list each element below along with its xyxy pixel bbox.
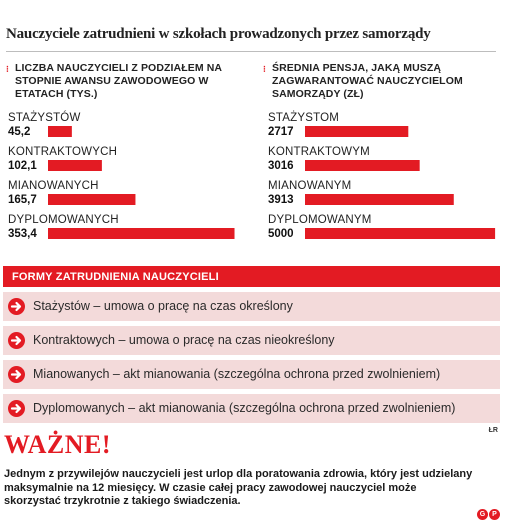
employment-form-text: Kontraktowych – umowa o pracę na czas nieokreślony: [33, 333, 335, 347]
bar: [305, 160, 420, 171]
important-heading: WAŻNE!: [4, 430, 112, 459]
publisher-logo: [476, 503, 500, 518]
author-credit: ŁR: [488, 427, 498, 434]
bar-charts: [0, 110, 512, 250]
right-chart-title: ŚREDNIA PENSJA, JAKĄ MUSZĄ ZAGWARANTOWAĆ NAUCZYCIELOM SAMORZĄDY (ZŁ): [272, 62, 463, 100]
arrow-right-icon: [8, 332, 25, 349]
employment-form-row: [3, 326, 500, 355]
category-label: MIANOWANYCH: [8, 180, 99, 192]
value-label: 353,4: [8, 228, 37, 240]
employment-form-text: Dyplomowanych – akt mianowania (szczególna ochrona przed zwolnieniem): [33, 401, 456, 415]
bar: [48, 194, 135, 205]
value-label: 45,2: [8, 126, 31, 138]
logo-letter: P: [489, 509, 500, 520]
page-title: Nauczyciele zatrudnieni w szkołach prowadzonych przez samorządy: [6, 26, 431, 42]
category-label: DYPLOMOWANYM: [268, 214, 372, 226]
value-label: 2717: [268, 126, 294, 138]
left-chart-title: LICZBA NAUCZYCIELI Z PODZIAŁEM NA STOPNIE AWANSU ZAWODOWEGO W ETATACH (TYS.): [15, 62, 222, 100]
right-chart-header: [263, 62, 493, 101]
category-label: STAŻYSTOM: [268, 112, 340, 124]
category-label: KONTRAKTOWYM: [268, 146, 370, 158]
value-label: 3913: [268, 194, 294, 206]
bar: [305, 194, 454, 205]
category-label: DYPLOMOWANYCH: [8, 214, 119, 226]
value-label: 165,7: [8, 194, 37, 206]
value-label: 5000: [268, 228, 294, 240]
left-chart-header: [6, 62, 236, 101]
value-label: 3016: [268, 160, 294, 172]
bar: [305, 126, 408, 137]
logo-letter: G: [477, 509, 488, 520]
bullet-marker: ⁝: [263, 64, 266, 74]
employment-forms-heading: FORMY ZATRUDNIENIA NAUCZYCIELI: [3, 266, 500, 287]
arrow-right-icon: [8, 298, 25, 315]
bar: [48, 160, 102, 171]
bullet-marker: ⁝: [6, 64, 9, 74]
employment-form-row: [3, 394, 500, 423]
employment-form-text: Stażystów – umowa o pracę na czas określony: [33, 299, 293, 313]
arrow-right-icon: [8, 400, 25, 417]
bar: [48, 228, 235, 239]
title-divider: [6, 51, 496, 52]
category-label: KONTRAKTOWYCH: [8, 146, 118, 158]
bar: [48, 126, 72, 137]
arrow-right-icon: [8, 366, 25, 383]
bar: [305, 228, 495, 239]
category-label: MIANOWANYM: [268, 180, 352, 192]
employment-form-row: [3, 360, 500, 389]
employment-form-row: [3, 292, 500, 321]
important-text: Jednym z przywilejów nauczycieli jest urlop dla poratowania zdrowia, który jest udzielany maksymalnie na 12 miesięcy. W czasie całej pracy zawodowej nauczyciel może skorzystać trzykrotnie z takiego świadczenia.: [4, 468, 473, 507]
category-label: STAŻYSTÓW: [8, 112, 81, 124]
value-label: 102,1: [8, 160, 37, 172]
employment-form-text: Mianowanych – akt mianowania (szczególna ochrona przed zwolnieniem): [33, 367, 441, 381]
